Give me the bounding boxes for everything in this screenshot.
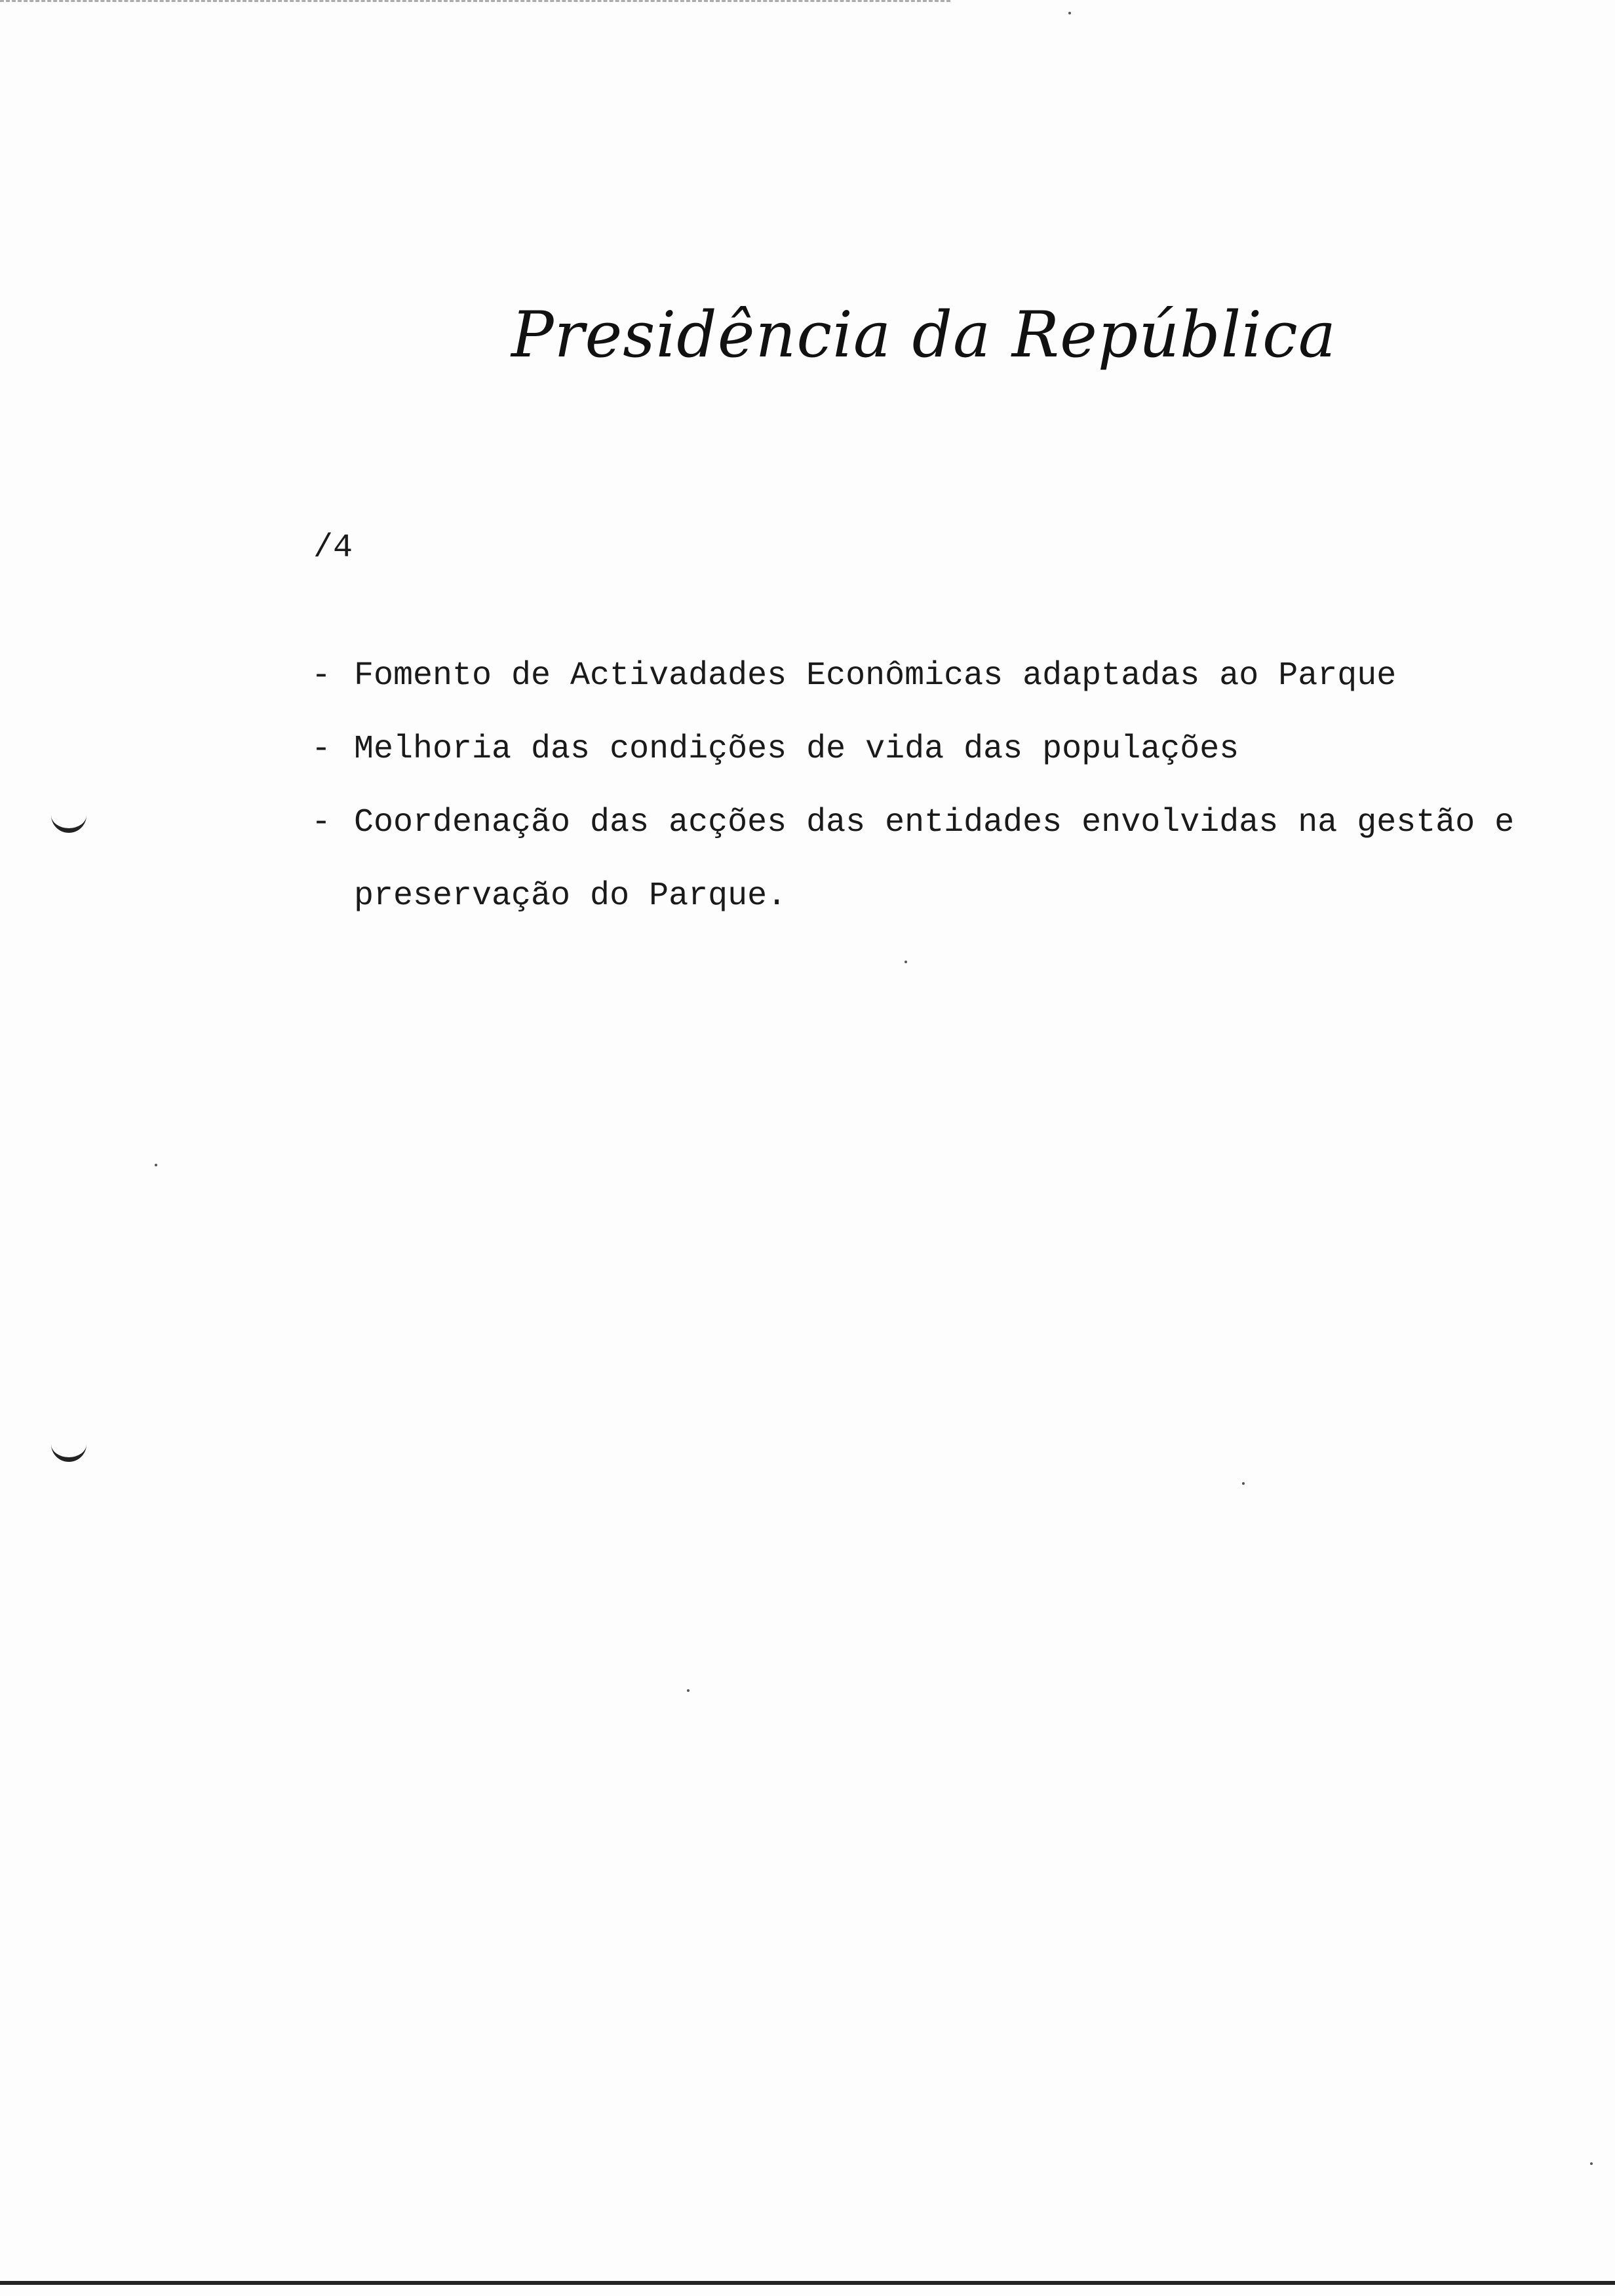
binder-hole-mark <box>51 813 87 833</box>
letterhead-title: Presidência da República <box>511 298 1337 372</box>
scan-speck <box>155 1164 157 1166</box>
scan-speck <box>687 1689 690 1692</box>
list-item <box>311 713 1544 786</box>
scan-speck <box>1068 12 1071 14</box>
item-text: Coordenação das acções das entidades envolvidas na gestão e preservação do Parque. <box>354 804 1515 915</box>
scan-speck <box>1242 1482 1245 1485</box>
item-dash: - <box>311 804 332 841</box>
item-text: Melhoria das condições de vida das populações <box>354 731 1239 768</box>
item-list <box>311 640 1544 933</box>
item-dash: - <box>311 731 332 768</box>
scan-bottom-edge <box>0 2281 1615 2285</box>
list-item <box>311 640 1544 713</box>
list-item <box>311 786 1534 933</box>
binder-hole-mark <box>51 1442 87 1462</box>
item-dash: - <box>311 657 332 695</box>
scan-top-edge <box>0 0 950 2</box>
scan-speck <box>905 961 907 963</box>
scan-speck <box>1590 2162 1593 2165</box>
page-number: /4 <box>313 529 353 567</box>
item-text: Fomento de Activadades Econômicas adaptadas ao Parque <box>354 657 1397 695</box>
